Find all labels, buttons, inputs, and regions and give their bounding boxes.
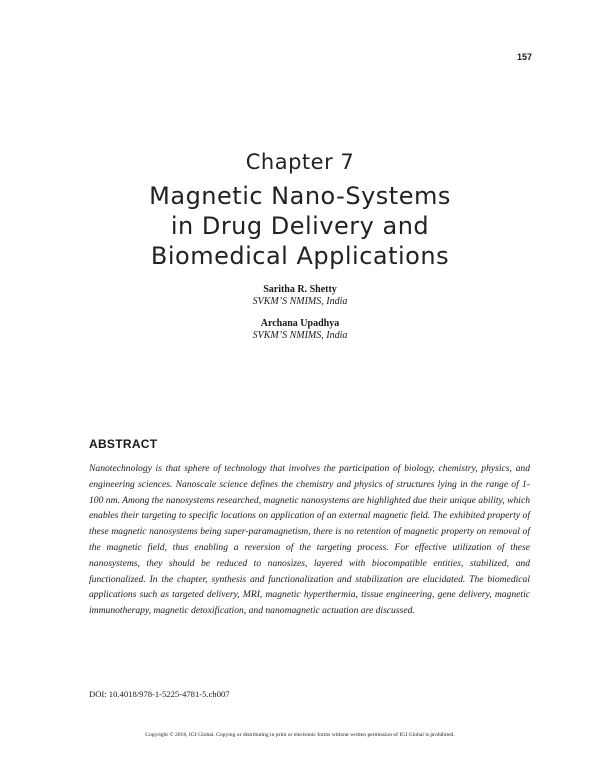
author-name: Archana Upadhya: [260, 318, 340, 329]
chapter-title: [0, 181, 600, 271]
copyright-notice: Copyright © 2018, IGI Global. Copying or distributing in print or electronic forms without written permission of IGI Global is prohibited.: [145, 732, 455, 738]
chapter-label: Chapter 7: [245, 150, 355, 174]
page-number: 157: [516, 52, 532, 62]
author-block: [0, 284, 600, 308]
abstract-body: Nanotechnology is that sphere of technology that involves the participation of biology, chemistry, physics, and engineering sciences. Nanoscale science defines the chemistry and physics of structures lying in the range of 1-100 nm. Among the nanosystems researched, magnetic nanosystems are highlighted due their unique ability, which enables their targeting to specific locations on application of an external magnetic field. The exhibited property of these magnetic nanosystems being super-paramagnetism, there is no retention of magnetic property on removal of the magnetic field, thus enabling a reversion of the targeting process. For effective utilization of these nanosystems, they should be reduced to nanosizes, layered with biocompatible entities, stabilized, and functionalized. In the chapter, synthesis and functionalization and stabilization are elucidated. The biomedical applications such as targeted delivery, MRI, magnetic hyperthermia, tissue engineering, gene delivery, magnetic immunotherapy, magnetic detoxification, and nanomagnetic actuation are discussed.: [89, 463, 530, 617]
author-name: Saritha R. Shetty: [263, 284, 337, 295]
author-block: [0, 318, 600, 342]
chapter-title-line: Biomedical Applications: [150, 242, 450, 270]
chapter-title-line: in Drug Delivery and: [170, 212, 430, 240]
author-affiliation: SVKM’S NMIMS, India: [252, 330, 348, 341]
doi: DOI: 10.4018/978-1-5225-4781-5.ch007: [89, 689, 230, 699]
abstract-heading: ABSTRACT: [89, 437, 158, 451]
author-affiliation: SVKM’S NMIMS, India: [252, 296, 348, 307]
chapter-title-line: Magnetic Nano-Systems: [149, 182, 451, 210]
